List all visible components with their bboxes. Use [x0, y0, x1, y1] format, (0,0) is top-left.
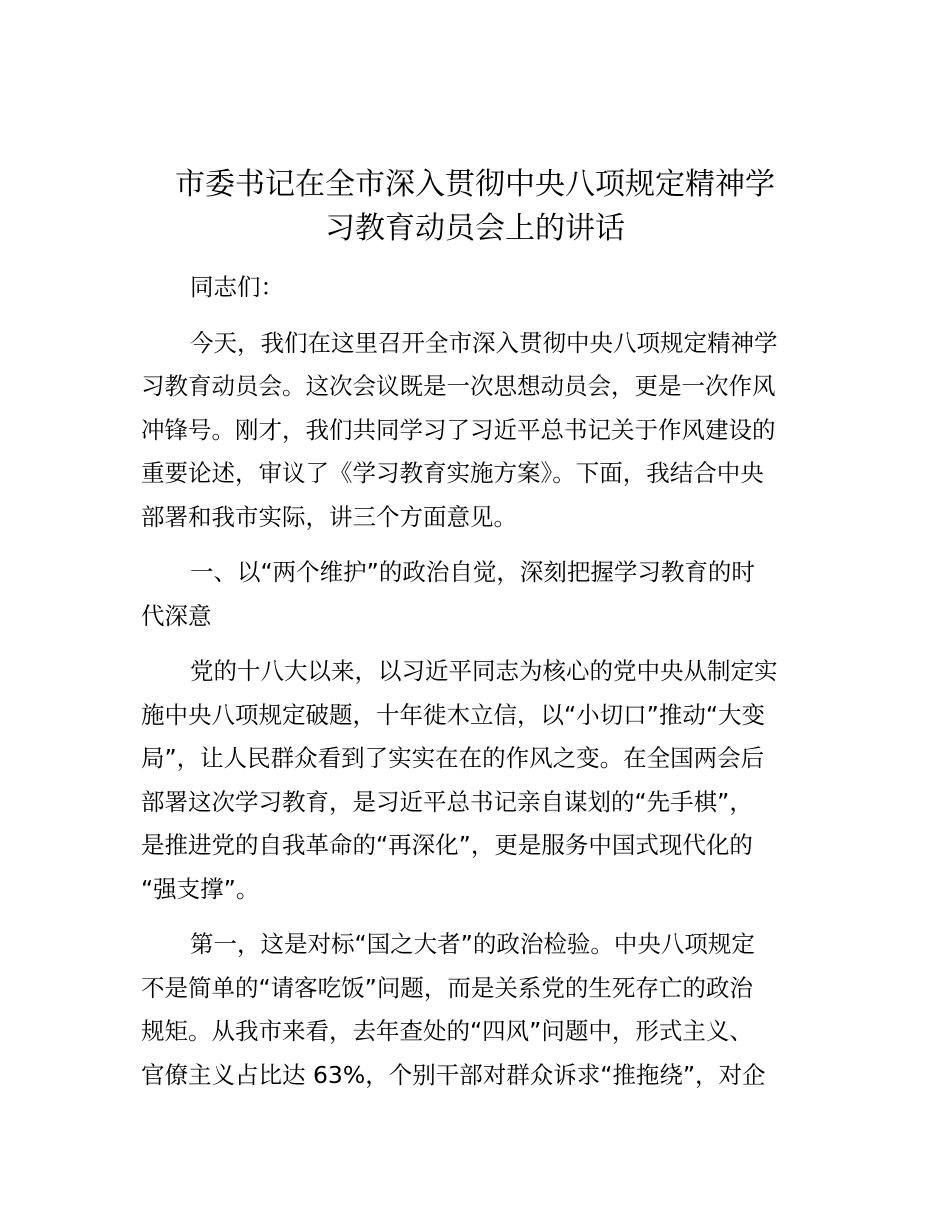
text-line: 官僚主义占比达 63%，个别干部对群众诉求“推拖绕”，对企 [141, 1060, 766, 1089]
title-line-1: 市委书记在全市深入贯彻中央八项规定精神学 [175, 167, 775, 202]
section-heading-1 [141, 551, 813, 638]
text-line: 今天，我们在这里召开全市深入贯彻中央八项规定精神学 [190, 328, 778, 357]
background-paragraph [141, 650, 813, 911]
text-line: 局”，让人民群众看到了实实在在的作风之变。在全国两会后 [141, 744, 765, 772]
salutation-paragraph [141, 266, 813, 310]
text-line: 是推进党的自我革命的“再深化”，更是服务中国式现代化的 [141, 831, 753, 859]
document-title [110, 163, 840, 251]
point-one-paragraph [141, 923, 813, 1097]
title-line-2: 习教育动员会上的讲话 [325, 211, 625, 246]
text-line: 代深意 [141, 601, 212, 630]
text-line: 一、以“两个维护”的政治自觉，深刻把握学习教育的时 [190, 558, 755, 586]
text-line: 冲锋号。刚才，我们共同学习了习近平总书记关于作风建设的 [141, 415, 776, 444]
intro-paragraph [141, 322, 813, 540]
text-line: 施中央八项规定破题，十年徙木立信，以“小切口”推动“大变 [141, 700, 766, 729]
text-line: 规矩。从我市来看，去年查处的“四风”问题中，形式主义、 [141, 1017, 753, 1045]
text-line: 不是简单的“请客吃饭”问题，而是关系党的生死存亡的政治 [141, 973, 753, 1002]
text-line: 党的十八大以来，以习近平同志为核心的党中央从制定实 [190, 657, 778, 685]
text-line: 部署和我市实际，讲三个方面意见。 [141, 502, 517, 531]
text-line: 第一，这是对标“国之大者”的政治检验。中央八项规定 [190, 930, 755, 958]
document-body [141, 266, 813, 1109]
text-line: 同志们： [190, 273, 284, 301]
text-line: 部署这次学习教育，是习近平总书记亲自谋划的“先手棋”， [141, 787, 753, 816]
text-line: 重要论述，审议了《学习教育实施方案》。下面，我结合中央 [141, 459, 764, 487]
text-line: “强支撑”。 [141, 874, 260, 903]
text-line: 习教育动员会。这次会议既是一次思想动员会，更是一次作风 [141, 372, 776, 400]
